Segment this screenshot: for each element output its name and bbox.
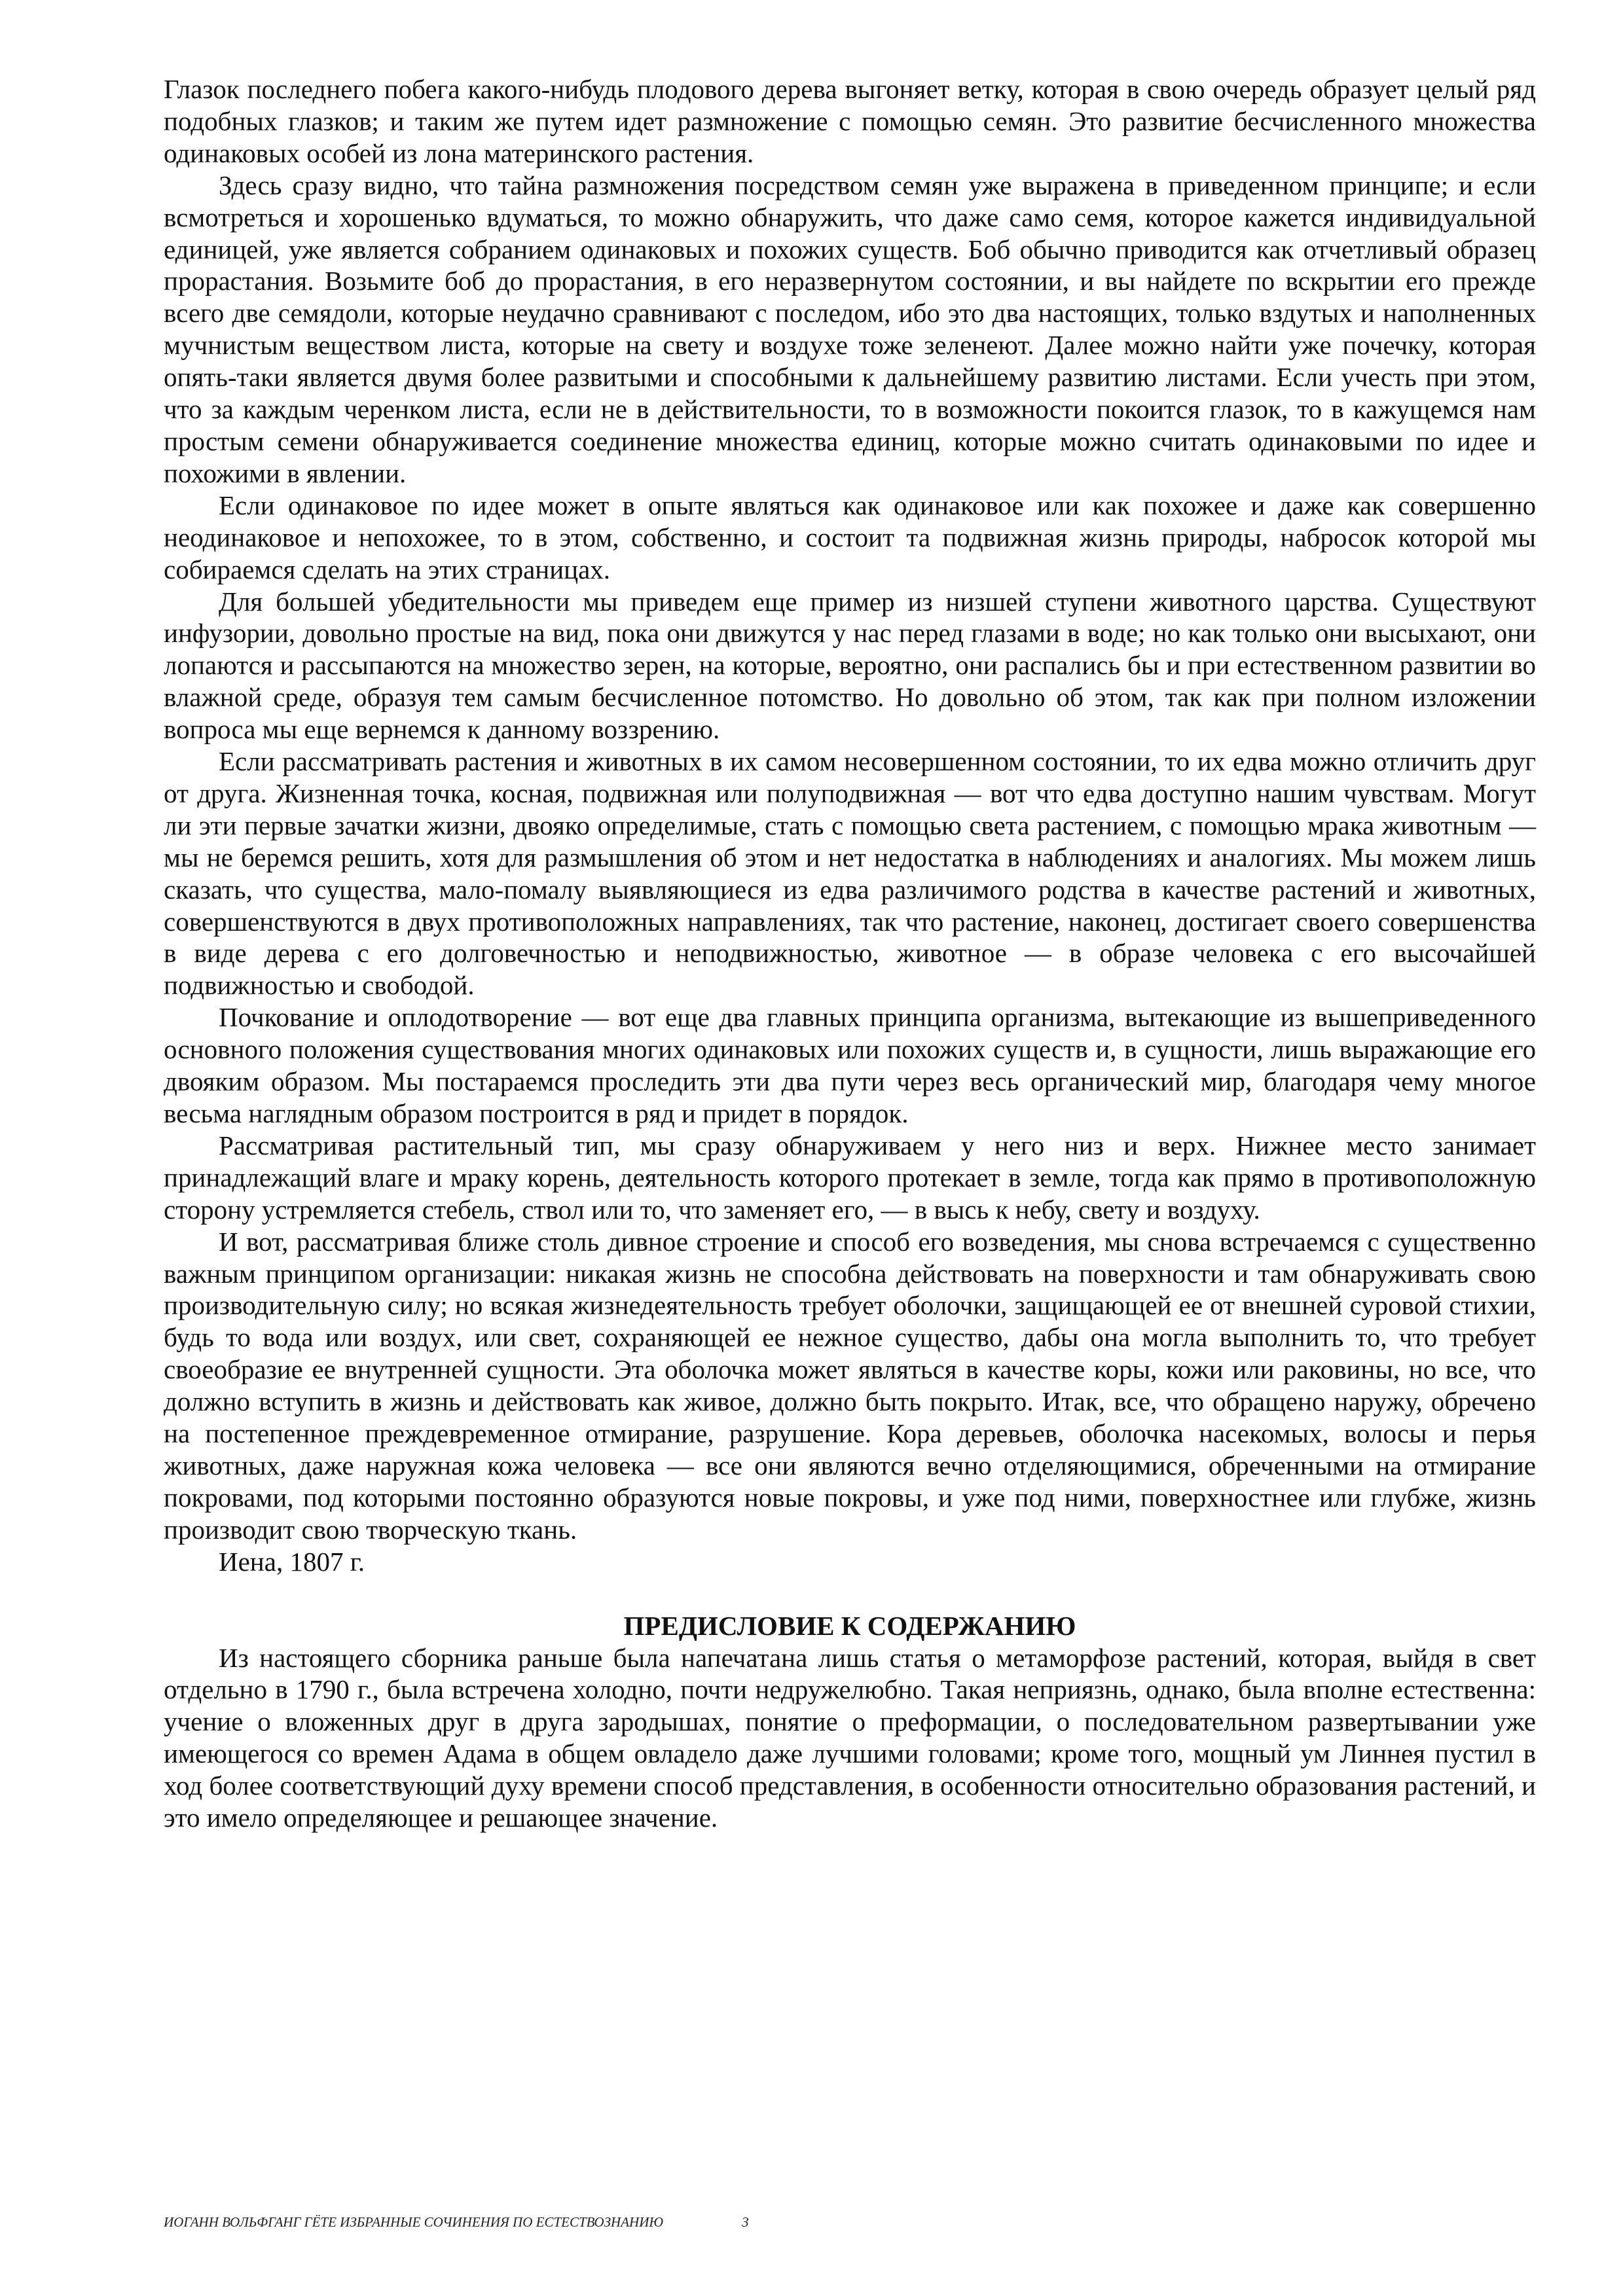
section-paragraph: Из настоящего сборника раньше была напечатана лишь статья о метаморфозе растений, которая, выйдя в свет отдельно в 1790 г., была встречена холодно, почти недружелюбно. Такая неприязнь, однако, была вполне естественна: учение о вложенных друг в друга зародышах, понятие о преформации, о последовательном развертывании уже имеющегося со времен Адама в общем овладело даже лучшими головами; кроме того, мощный ум Линнея пустил в ход более соответствующий духу времени способ представления, в особенности относительно образования растений, и это имело определяющее и решающее значение. [164,1642,1536,1833]
section-heading: ПРЕДИСЛОВИЕ К СОДЕРЖАНИЮ [623,1610,1076,1641]
paragraph-5: Если рассматривать растения и животных в их самом несовершенном состоянии, то их едва можно отличить друг от друга. Жизненная точка, косная, подвижная или полуподвижная — вот что едва доступно нашим чувствам. Могут ли эти первые зачатки жизни, двояко определимые, стать с помощью света растением, с помощью мрака животным — мы не беремся решить, хотя для размышления об этом и нет недостатка в наблюдениях и аналогиях. Мы можем лишь сказать, что существа, мало-помалу выявляющиеся из едва различимого родства в качестве растений и животных, совершенствуются в двух противоположных направлениях, так что растение, наконец, достигает своего совершенства в виде дерева с его долговечностью и неподвижностью, животное — в образе человека с его высочайшей подвижностью и свободой. [164,746,1536,1001]
paragraph-4: Для большей убедительности мы приведем еще пример из низшей ступени животного царства. Существуют инфузории, довольно простые на вид, пока они движутся у нас перед глазами в воде; но как только они высыхают, они лопаются и рассыпаются на множество зерен, на которые, вероятно, они распались бы и при естественном развитии во влажной среде, образуя тем самым бесчисленное потомство. Но довольно об этом, так как при полном изложении вопроса мы еще вернемся к данному воззрению. [164,586,1536,745]
page-body [164,73,1536,1834]
paragraph-1: Глазок последнего побега какого-нибудь плодового дерева выгоняет ветку, которая в свою очередь образует целый ряд подобных глазков; и таким же путем идет размножение с помощью семян. Это развитие бесчисленного множества одинаковых особей из лона материнского растения. [164,74,1536,168]
page-number: 3 [742,2214,749,2230]
date-signature: Иена, 1807 г. [219,1546,365,1577]
paragraph-6: Почкование и оплодотворение — вот еще два главных принципа организма, вытекающие из вышеприведенного основного положения существования многих одинаковых или похожих существ и, в сущности, лишь выражающие его двояким образом. Мы постараемся проследить эти два пути через весь органический мир, благодаря чему многое весьма наглядным образом построится в ряд и придет в порядок. [164,1002,1536,1128]
paragraph-7: Рассматривая растительный тип, мы сразу обнаруживаем у него низ и верх. Нижнее место занимает принадлежащий влаге и мраку корень, деятельность которого протекает в земле, тогда как прямо в противоположную сторону устремляется стебель, ствол или то, что заменяет его, — в высь к небу, свету и воздуху. [164,1130,1536,1225]
paragraph-8: И вот, рассматривая ближе столь дивное строение и способ его возведения, мы снова встречаемся с существенно важным принципом организации: никакая жизнь не способна действовать на поверхности и там обнаруживать свою производительную силу; но всякая жизнедеятельность требует оболочки, защищающей ее от внешней суровой стихии, будь то вода или воздух, или свет, сохраняющей ее нежное существо, дабы она могла выполнить то, что требует своеобразие ее внутренней сущности. Эта оболочка может являться в качестве коры, кожи или раковины, но все, что должно вступить в жизнь и действовать как живое, должно быть покрыто. Итак, все, что обращено наружу, обречено на постепенное преждевременное отмирание, разрушение. Кора деревьев, оболочка насекомых, волосы и перья животных, даже наружная кожа человека — все они являются вечно отделяющимися, обреченными на отмирание покровами, под которыми постоянно образуются новые покровы, и уже под ними, поверхностнее или глубже, жизнь производит свою творческую ткань. [164,1226,1536,1545]
running-title: ИОГАНН ВОЛЬФГАНГ ГЁТЕ ИЗБРАННЫЕ СОЧИНЕНИЯ ПО ЕСТЕСТВОЗНАНИЮ [164,2214,664,2230]
paragraph-2: Здесь сразу видно, что тайна размножения посредством семян уже выражена в приведенном принципе; и если всмотреться и хорошенько вдуматься, то можно обнаружить, что даже само семя, которое кажется индивидуальной единицей, уже является собранием одинаковых и похожих существ. Боб обычно приводится как отчетливый образец прорастания. Возьмите боб до прорастания, в его неразвернутом состоянии, и вы найдете по вскрытии его прежде всего две семядоли, которые неудачно сравнивают с последом, ибо это два настоящих, только вздутых и наполненных мучнистым веществом листа, которые на свету и воздухе тоже зеленеют. Далее можно найти уже почечку, которая опять-таки является двумя более развитыми и способными к дальнейшему развитию листами. Если учесть при этом, что за каждым черенком листа, если не в действительности, то в возможности покоится глазок, то в кажущемся нам простым семени обнаруживается соединение множества единиц, которые можно считать одинаковыми по идее и похожими в явлении. [164,170,1536,488]
paragraph-3: Если одинаковое по идее может в опыте являться как одинаковое или как похожее и даже как совершенно неодинаковое и непохожее, то в этом, собственно, и состоит та подвижная жизнь природы, набросок которой мы собираемся сделать на этих страницах. [164,490,1536,584]
page-footer [164,2214,749,2231]
